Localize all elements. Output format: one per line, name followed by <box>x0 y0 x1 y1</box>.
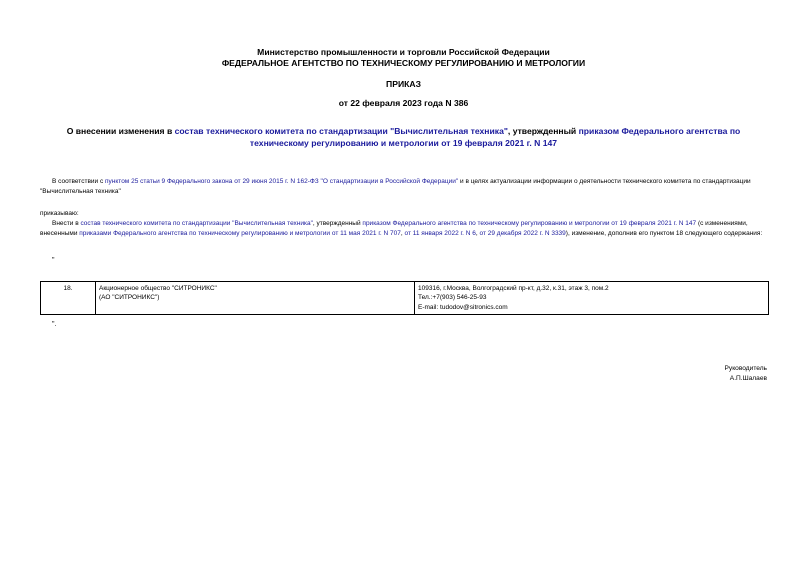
ministry-heading: Министерство промышленности и торговли Российской Федерации <box>257 47 550 57</box>
signature-block <box>725 364 767 384</box>
agency-heading: ФЕДЕРАЛЬНОЕ АГЕНТСТВО ПО ТЕХНИЧЕСКОМУ РЕГУЛИРОВАНИЮ И МЕТРОЛОГИИ <box>221 58 586 68</box>
clause-link-committee[interactable]: состав технического комитета по стандартизации "Вычислительная техника" <box>80 220 313 227</box>
address-line: 109316, г.Москва, Волгоградский пр-кт, д.32, к.31, этаж 3, пом.2 <box>418 285 609 292</box>
preamble-link-law[interactable]: пунктом 25 статьи 9 Федерального закона от 29 июня 2015 г. N 162-ФЗ "О стандартизации в Российской Федерации" <box>105 178 459 185</box>
organization-name: Акционерное общество "СИТРОНИКС" <box>99 285 217 292</box>
organization-short-name: (АО "СИТРОНИКС") <box>99 294 160 302</box>
clause-text: , <box>400 229 405 237</box>
preamble-paragraph <box>40 177 768 196</box>
title-link-committee[interactable]: состав технического комитета по стандартизации "Вычислительная техника" <box>174 126 508 136</box>
committee-table <box>40 281 769 315</box>
clause-link-amend-2[interactable]: от 11 января 2022 г. N 6 <box>404 229 476 237</box>
preamble-text: В соответствии с <box>52 178 106 185</box>
signer-position: Руководитель <box>724 365 767 372</box>
organization-cell <box>96 282 415 315</box>
clause-text: , <box>475 229 480 237</box>
title-text: , утвержденный <box>507 126 579 136</box>
quote-open: " <box>52 257 55 264</box>
phone-line: Тел.:+7(903) 546-25-93 <box>418 294 487 302</box>
clause-link-order[interactable]: приказом Федерального агентства по техническому регулированию и метрологии от 19 февраля 2021 г. N 147 <box>362 220 697 227</box>
signer-name: А.П.Шалаев <box>729 375 767 382</box>
email-line: E-mail: tudodov@sitronics.com <box>418 303 508 311</box>
row-number: 18. <box>41 282 96 315</box>
document-date-number: от 22 февраля 2023 года N 386 <box>338 98 469 108</box>
clause-text: Внести в <box>52 220 81 227</box>
clause-text: (с изменениями, внесенными <box>40 220 748 237</box>
order-word: приказываю: <box>40 210 79 217</box>
document-title <box>40 125 767 149</box>
clause-text: , утвержденный <box>312 220 363 227</box>
title-link-order[interactable]: приказом Федерального агентства по техническому регулированию и метрологии от 19 февраля 2021 г. N 147 <box>249 126 741 148</box>
preamble-text: и в целях актуализации информации о деятельности технического комитета по стандартизации "Вычислительная техника" <box>40 178 751 195</box>
table-row <box>41 282 769 315</box>
document-type: ПРИКАЗ <box>386 79 421 89</box>
clause-text: ), изменение, дополнив его пунктом 18 следующего содержания: <box>565 229 763 237</box>
title-text: О внесении изменения в <box>66 126 175 136</box>
address-cell <box>415 282 769 315</box>
clause-link-amend-3[interactable]: от 29 декабря 2022 г. N 3339 <box>479 229 566 237</box>
clause-link-amend-1[interactable]: приказами Федерального агентства по техническому регулированию и метрологии от 11 мая 2021 г. N 707 <box>79 229 401 237</box>
clause-paragraph <box>40 219 768 238</box>
quote-close: ". <box>52 321 57 328</box>
